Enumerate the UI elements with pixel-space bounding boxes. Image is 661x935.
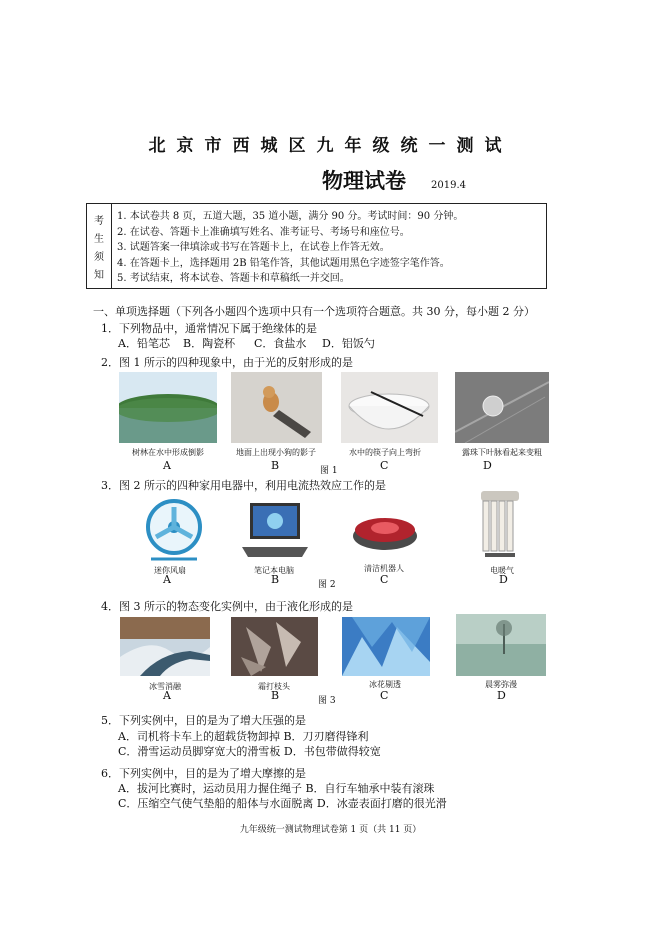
q2-letter-c: C <box>380 459 389 472</box>
q3-caption-b: 笔记本电脑 <box>254 566 294 575</box>
q3-caption-d: 电暖气 <box>490 566 514 575</box>
q1-option-b: B．陶瓷杯 <box>183 337 236 350</box>
q3-letter-c: C <box>380 573 389 586</box>
q6-options-row-1: A．拔河比赛时，运动员用力握住绳子 B．自行车轴承中装有滚珠 <box>118 782 435 795</box>
q2-letter-d: D <box>483 459 492 472</box>
q3-letter-d: D <box>499 573 508 586</box>
notice-item: 1. 本试卷共 8 页，五道大题，35 道小题，满分 90 分。考试时间：90 分钟。 <box>117 211 464 222</box>
question-6-stem: 6．下列实例中，目的是为了增大摩擦的是 <box>101 767 306 780</box>
laptop-photo <box>240 501 310 559</box>
q6-options-row-2: C．压缩空气使气垫船的船体与水面脱离 D．冰壶表面打磨的很光滑 <box>118 797 447 810</box>
question-2-stem: 2．图 1 所示的四种现象中，由于光的反射形成的是 <box>101 356 353 369</box>
chopsticks-bowl-photo <box>341 372 438 443</box>
q1-option-a: A．铅笔芯 <box>118 337 170 350</box>
question-1-stem: 1．下列物品中，通常情况下属于绝缘体的是 <box>101 322 317 335</box>
melting-snow-photo <box>120 617 210 676</box>
dewdrop-leaf-photo <box>455 372 549 443</box>
q4-letter-b: B <box>271 689 280 702</box>
ice-flower-photo <box>342 617 430 676</box>
notice-label-char: 知 <box>94 270 104 281</box>
forest-reflection-photo <box>119 372 217 443</box>
morning-fog-photo <box>456 614 546 676</box>
q3-letter-b: B <box>271 573 280 586</box>
q4-caption-a: 冰雪消融 <box>149 682 181 691</box>
electric-heater-photo <box>477 487 523 559</box>
notice-label-char: 生 <box>94 234 104 245</box>
q4-letter-a: A <box>163 689 171 702</box>
q3-letter-a: A <box>163 573 171 586</box>
notice-item: 4. 在答题卡上，选择题用 2B 铅笔作答，其他试题用黑色字迹签字笔作答。 <box>117 257 450 269</box>
q5-options-row-1: A．司机将卡车上的超载货物卸掉 B．刀刃磨得锋利 <box>118 730 369 743</box>
question-5-stem: 5．下列实例中，目的是为了增大压强的是 <box>101 714 306 727</box>
q4-caption-c: 冰花剔透 <box>369 680 401 689</box>
figure-1-label: 图 1 <box>320 466 338 476</box>
question-4-stem: 4．图 3 所示的物态变化实例中，由于液化形成的是 <box>101 600 353 613</box>
page-footer: 九年级统一测试物理试卷第 1 页（共 11 页） <box>239 825 422 835</box>
dog-shadow-photo <box>231 372 322 443</box>
exam-title: 北京市西城区九年级统一测试 <box>148 136 513 156</box>
q2-caption-c: 水中的筷子向上弯折 <box>349 448 421 457</box>
q2-letter-a: A <box>163 459 171 472</box>
section-heading: 一、单项选择题（下列各小题四个选项中只有一个选项符合题意。共 30 分，每小题 2 分） <box>93 305 535 318</box>
q2-caption-b: 地面上出现小狗的影子 <box>236 448 316 457</box>
candidate-notice-box <box>86 203 547 289</box>
q4-caption-d: 晨雾弥漫 <box>485 680 517 689</box>
q4-letter-c: C <box>380 689 389 702</box>
notice-list <box>117 209 463 287</box>
q5-options-row-2: C．滑雪运动员脚穿宽大的滑雪板 D．书包带做得较宽 <box>118 745 381 758</box>
figure-3-label: 图 3 <box>318 696 336 706</box>
q3-caption-a: 迷你风扇 <box>154 566 186 575</box>
question-3-stem: 3．图 2 所示的四种家用电器中，利用电流热效应工作的是 <box>101 479 386 492</box>
q2-caption-d: 露珠下叶脉看起来变粗 <box>462 448 542 457</box>
q2-caption-a: 树林在水中形成倒影 <box>132 448 204 457</box>
q4-caption-b: 霜打枝头 <box>258 682 290 691</box>
q3-caption-c: 清洁机器人 <box>364 564 404 573</box>
mini-fan-photo <box>137 497 211 563</box>
notice-label-char: 须 <box>94 252 104 263</box>
notice-item: 5. 考试结束，将本试卷、答题卡和草稿纸一并交回。 <box>117 273 350 284</box>
frost-branch-photo <box>231 617 318 676</box>
notice-label-char: 考 <box>94 216 104 227</box>
notice-item: 2. 在试卷、答题卡上准确填写姓名、准考证号、考场号和座位号。 <box>117 226 410 238</box>
q2-letter-b: B <box>271 459 280 472</box>
exam-subject: 物理试卷 <box>322 168 406 193</box>
figure-2-label: 图 2 <box>318 580 336 590</box>
cleaning-robot-photo <box>350 508 420 554</box>
q4-letter-d: D <box>497 689 506 702</box>
q1-option-c: C．食盐水 <box>254 337 307 350</box>
notice-label <box>87 204 112 288</box>
exam-date: 2019.4 <box>431 180 466 191</box>
q1-option-d: D．铝饭勺 <box>322 337 375 350</box>
notice-item: 3. 试题答案一律填涂或书写在答题卡上，在试卷上作答无效。 <box>117 242 390 253</box>
